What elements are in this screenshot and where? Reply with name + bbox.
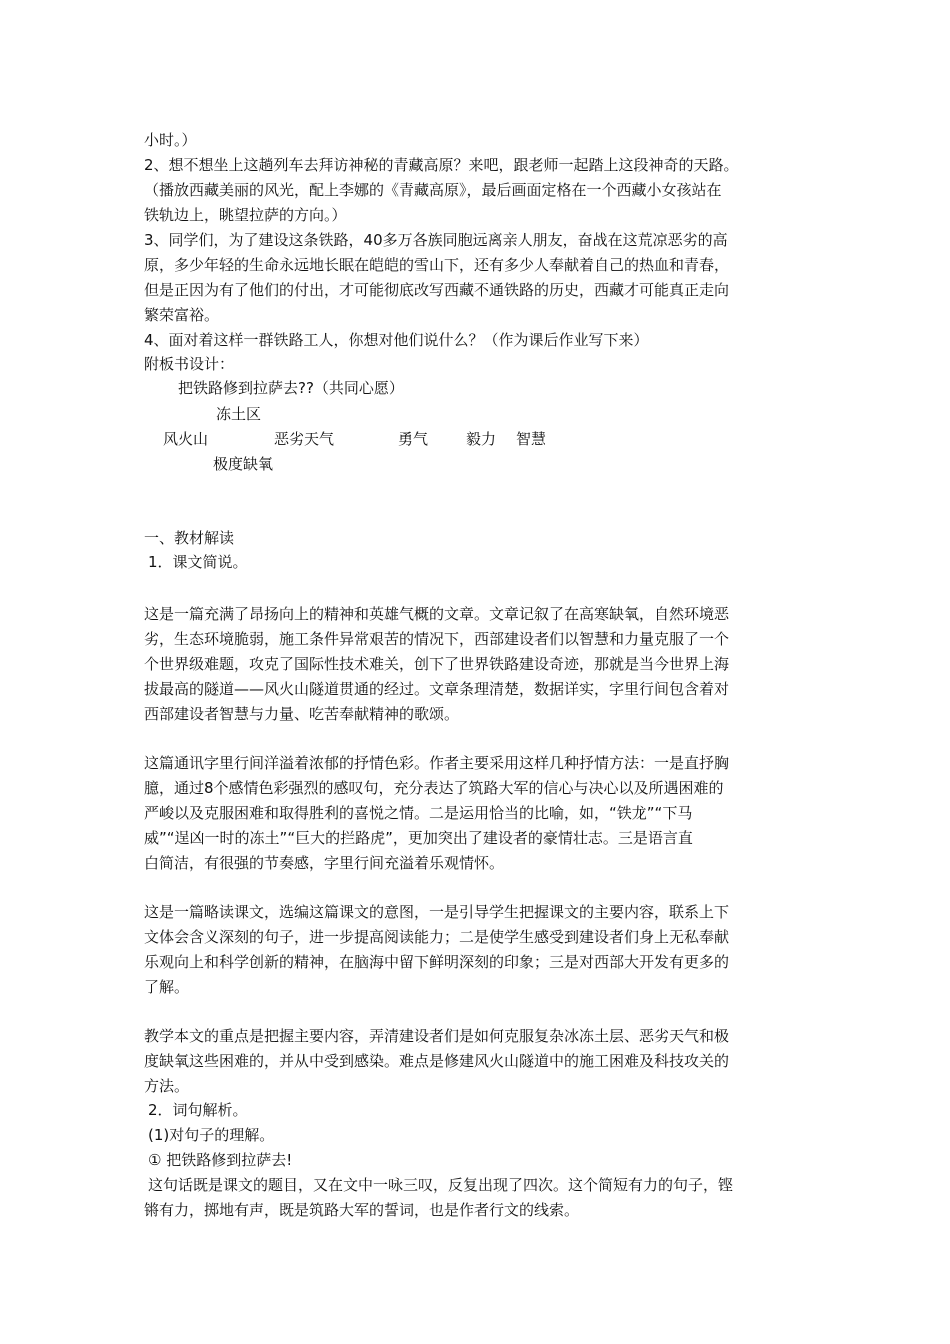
subheading: 2．词句解析。: [148, 1101, 248, 1119]
section-heading: 一、教材解读: [144, 529, 235, 547]
paragraph-line: 严峻以及克服困难和取得胜利的喜悦之情。二是运用恰当的比喻，如，“铁龙”“下马: [144, 804, 693, 822]
text-line: （播放西藏美丽的风光，配上李娜的《青藏高原》，最后画面定格在一个西藏小女孩站在: [144, 181, 722, 199]
paragraph-line: 白简洁，有很强的节奏感，字里行间充溢着乐观情怀。: [144, 854, 505, 872]
board-fenghuoshan: 风火山: [163, 430, 209, 448]
text-line: 小时。）: [144, 131, 197, 149]
board-frozen-soil: 冻土区: [216, 405, 262, 423]
paragraph-line: 威”“逞凶一时的冻土”“巨大的拦路虎”，更加突出了建设者的豪情壮志。三是语言直: [144, 829, 693, 847]
paragraph-line: 西部建设者智慧与力量、吃苦奉献精神的歌颂。: [144, 705, 460, 723]
paragraph-line: 这是一篇略读课文，选编这篇课文的意图，一是引导学生把握课文的主要内容，联系上下: [144, 903, 730, 921]
paragraph-line: 度缺氧这些困难的，并从中受到感染。难点是修建风火山隧道中的施工困难及科技攻关的: [144, 1052, 730, 1070]
text-line: 附板书设计：: [144, 355, 235, 373]
paragraph-line: 锵有力，掷地有声，既是筑路大军的誓词，也是作者行文的线索。: [144, 1201, 580, 1219]
board-bad-weather: 恶劣天气: [274, 430, 335, 448]
paragraph-line: 方法。: [144, 1077, 190, 1095]
paragraph-line: 这篇通讯字里行间洋溢着浓郁的抒情色彩。作者主要采用这样几种抒情方法：一是直抒胸: [144, 754, 730, 772]
paragraph-line: 这句话既是课文的题目，又在文中一咏三叹，反复出现了四次。这个简短有力的句子，铿: [148, 1176, 734, 1194]
paragraph-line: 臆，通过8个感情色彩强烈的感叹句，充分表达了筑路大军的信心与决心以及所遇困难的: [144, 779, 724, 797]
board-perseverance: 毅力: [466, 430, 497, 448]
paragraph-line: 乐观向上和科学创新的精神，在脑海中留下鲜明深刻的印象；三是对西部大开发有更多的: [144, 953, 730, 971]
text-line: 铁轨边上，眺望拉萨的方向。）: [144, 206, 347, 224]
list-item: ① 把铁路修到拉萨去!: [148, 1151, 293, 1169]
board-wisdom: 智慧: [516, 430, 547, 448]
paragraph-line: 个世界级难题，攻克了国际性技术难关，创下了世界铁路建设奇迹，那就是当今世界上海: [144, 655, 730, 673]
text-line: 但是正因为有了他们的付出，才可能彻底改写西藏不通铁路的历史，西藏才可能真正走向: [144, 281, 730, 299]
board-courage: 勇气: [398, 430, 429, 448]
paragraph-line: 文体会含义深刻的句子，进一步提高阅读能力；二是使学生感受到建设者们身上无私奉献: [144, 928, 730, 946]
paragraph-line: 教学本文的重点是把握主要内容，弄清建设者们是如何克服复杂冰冻土层、恶劣天气和极: [144, 1027, 730, 1045]
text-line: 繁荣富裕。: [144, 306, 220, 324]
text-line: 3、同学们，为了建设这条铁路，40多万各族同胞远离亲人朋友，奋战在这荒凉恶劣的高: [144, 231, 728, 249]
text-line: 原，多少年轻的生命永远地长眠在皑皑的雪山下，还有多少人奉献着自己的热血和青春，: [144, 256, 730, 274]
paragraph-line: 这是一篇充满了昂扬向上的精神和英雄气概的文章。文章记叙了在高寒缺氧，自然环境恶: [144, 605, 730, 623]
subheading: (1)对句子的理解。: [148, 1126, 275, 1144]
paragraph-line: 劣，生态环境脆弱，施工条件异常艰苦的情况下，西部建设者们以智慧和力量克服了一个: [144, 630, 730, 648]
subheading: 1．课文简说。: [148, 553, 248, 571]
board-oxygen: 极度缺氧: [213, 455, 274, 473]
paragraph-line: 拔最高的隧道——风火山隧道贯通的经过。文章条理清楚，数据详实，字里行间包含着对: [144, 680, 730, 698]
text-line: 4、面对着这样一群铁路工人，你想对他们说什么？（作为课后作业写下来）: [144, 331, 649, 349]
board-title: 把铁路修到拉萨去??（共同心愿）: [178, 379, 404, 397]
text-line: 2、想不想坐上这趟列车去拜访神秘的青藏高原？来吧，跟老师一起踏上这段神奇的天路。: [144, 156, 739, 174]
paragraph-line: 了解。: [144, 978, 190, 996]
